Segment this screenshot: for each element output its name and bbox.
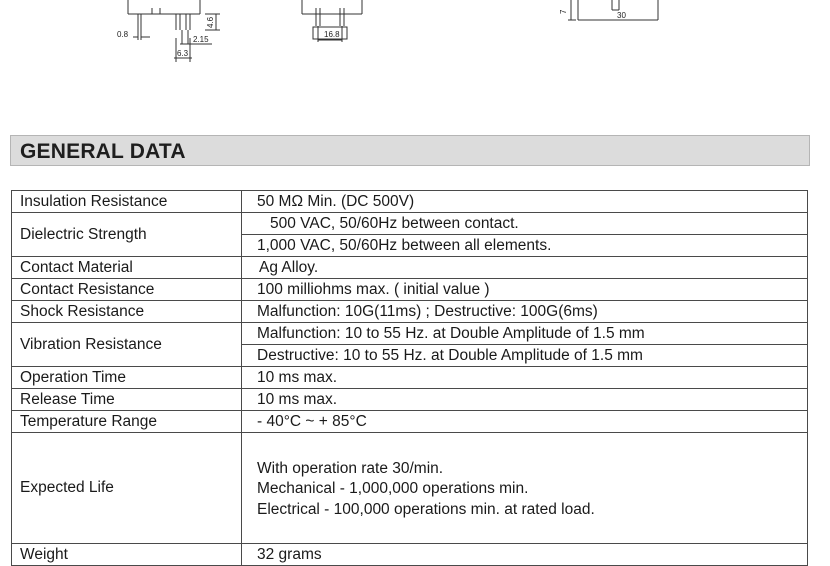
life-line-2: Mechanical - 1,000,000 operations min. (257, 480, 529, 498)
dim-7: 7 (559, 9, 568, 14)
row-value-insulation: 50 MΩ Min. (DC 500V) (242, 191, 808, 213)
left-pin-drawing (128, 0, 220, 62)
row-value-contact-material: Ag Alloy. (242, 257, 808, 279)
dim-0-8: 0.8 (117, 30, 129, 39)
row-value-contact-resistance: 100 milliohms max. ( initial value ) (242, 279, 808, 301)
row-value-dielectric-2: 1,000 VAC, 50/60Hz between all elements. (242, 235, 808, 257)
table-row (12, 279, 808, 301)
section-title: GENERAL DATA (20, 140, 186, 163)
row-label-vibration: Vibration Resistance (12, 323, 242, 367)
row-value-dielectric-1: 500 VAC, 50/60Hz between contact. (242, 213, 808, 235)
row-value-vibration-1: Malfunction: 10 to 55 Hz. at Double Amplitude of 1.5 mm (242, 323, 808, 345)
table-row (12, 433, 808, 544)
life-line-1: With operation rate 30/min. (257, 459, 444, 477)
dim-4-6: 4.6 (206, 16, 215, 28)
table-row (12, 301, 808, 323)
table-row (12, 367, 808, 389)
row-label-contact-resistance: Contact Resistance (12, 279, 242, 301)
row-label-life: Expected Life (12, 433, 242, 544)
row-value-shock: Malfunction: 10G(11ms) ; Destructive: 100G(6ms) (242, 301, 808, 323)
table-row (12, 323, 808, 345)
row-value-life (242, 433, 808, 544)
row-label-shock: Shock Resistance (12, 301, 242, 323)
table-row (12, 213, 808, 235)
row-value-release-time: 10 ms max. (242, 389, 808, 411)
row-label-release-time: Release Time (12, 389, 242, 411)
dim-16-8: 16.8 (324, 30, 340, 39)
dim-2-15: 2.15 (193, 35, 209, 44)
row-value-vibration-2: Destructive: 10 to 55 Hz. at Double Amplitude of 1.5 mm (242, 345, 808, 367)
table-row (12, 411, 808, 433)
row-label-dielectric: Dielectric Strength (12, 213, 242, 257)
row-label-temperature: Temperature Range (12, 411, 242, 433)
dimension-drawing (0, 0, 830, 70)
row-value-operation-time: 10 ms max. (242, 367, 808, 389)
row-label-operation-time: Operation Time (12, 367, 242, 389)
row-value-temperature: - 40°C ~ + 85°C (242, 411, 808, 433)
table-row (12, 257, 808, 279)
row-value-weight: 32 grams (242, 544, 808, 566)
table-row (12, 191, 808, 213)
table-row (12, 389, 808, 411)
right-pin-drawing (568, 0, 658, 20)
row-label-contact-material: Contact Material (12, 257, 242, 279)
life-line-3: Electrical - 100,000 operations min. at rated load. (257, 500, 595, 518)
general-data-table (11, 190, 808, 566)
dim-30: 30 (617, 11, 626, 20)
section-header (10, 135, 810, 166)
row-label-weight: Weight (12, 544, 242, 566)
dim-6-3: 6.3 (177, 49, 189, 58)
row-label-insulation: Insulation Resistance (12, 191, 242, 213)
